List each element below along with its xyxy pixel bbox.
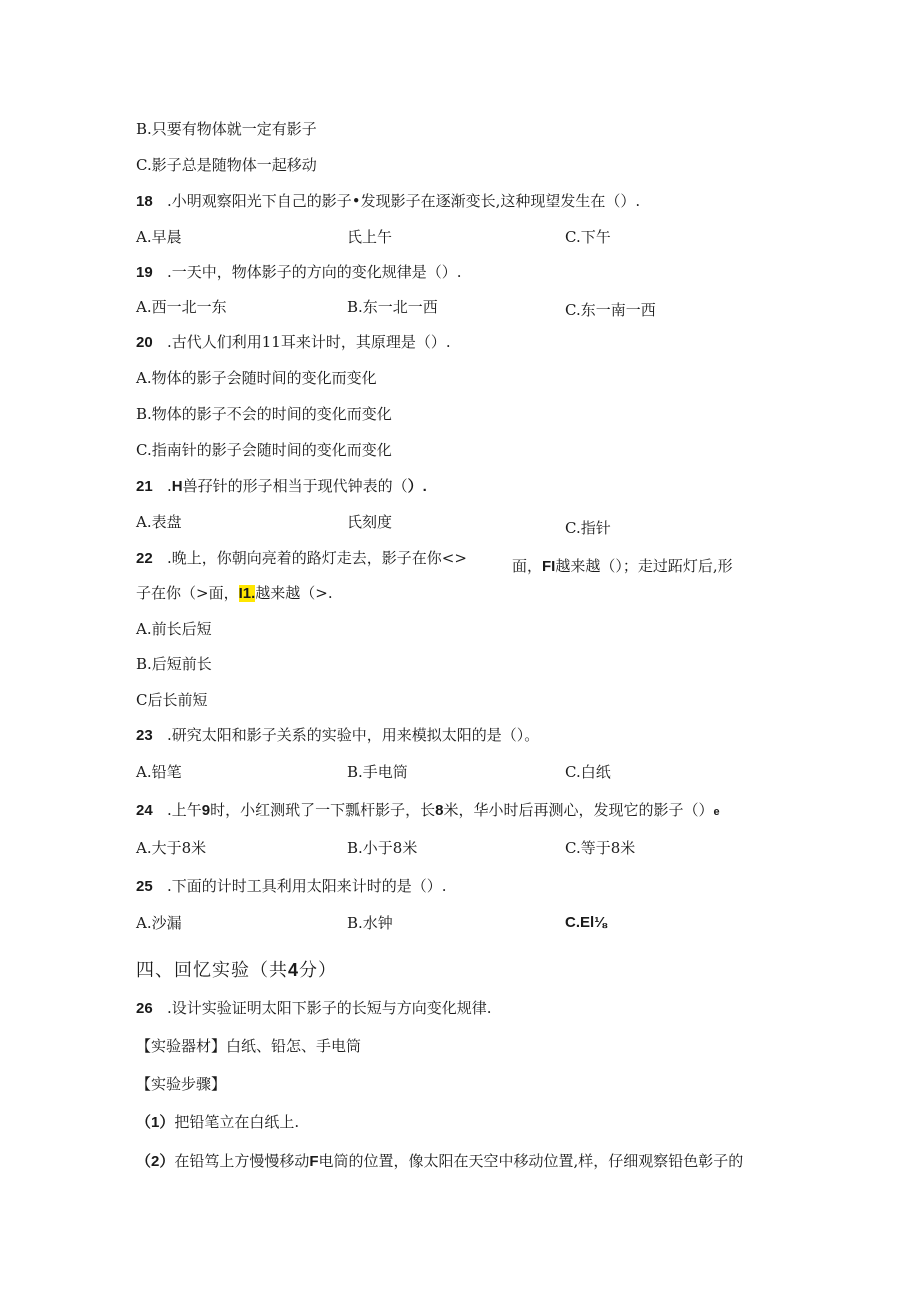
option-c: C.东一南一西 — [565, 301, 656, 319]
option-b: B.小于8米 — [347, 839, 418, 857]
option-a: A.铅笔 — [136, 763, 182, 781]
question-20-option-a: A.物体的影子会随时间的变化而变化 — [136, 369, 377, 387]
experiment-step-2: （2）在铅笃上方慢慢移动F电筒的位置，像太阳在天空中移动位置,样，仔细观察铅色彰子的 — [136, 1152, 744, 1170]
q17-option-b: B.只要有物体就一定有影子 — [136, 120, 317, 138]
question-19-options — [136, 297, 656, 319]
question-22-option-a: A.前长后短 — [136, 620, 212, 638]
question-21: 21 .H兽孖针的形子相当于现代钟表的（）. — [136, 477, 427, 495]
question-22-option-c: C后长前短 — [136, 691, 208, 709]
question-18-options — [136, 227, 611, 247]
question-18: 18 .小明观察阳光下自己的影子•发现影子在逐渐变长,这种现望发生在（）. — [136, 192, 641, 210]
question-25-options — [136, 913, 607, 933]
question-26: 26 .设计实验证明太阳下影子的长短与方向变化规律. — [136, 999, 492, 1017]
question-19: 19 .一天中，物体影子的方向的变化规律是（）. — [136, 263, 462, 281]
option-b: B.东一北一西 — [347, 298, 438, 316]
option-a: A.大于8米 — [136, 839, 207, 857]
question-22-line-2: 子在你（>面，I1.越来越（>. — [136, 584, 333, 602]
question-21-options — [136, 512, 611, 537]
option-b: 氏上午 — [347, 228, 393, 246]
question-22-line-1-cont: 面，FI越来越（）；走过跖灯后,形 — [512, 557, 733, 575]
question-25: 25 .下面的计时工具利用太阳来计时的是（）. — [136, 877, 447, 895]
option-a: A.沙漏 — [136, 914, 182, 932]
question-20-option-b: B.物体的影子不会的时间的变化而变化 — [136, 405, 392, 423]
experiment-steps-label: 【实验步骤】 — [136, 1075, 227, 1093]
option-c: C.El⅛ — [565, 914, 607, 931]
question-23-options — [136, 762, 611, 782]
option-b: B.水钟 — [347, 914, 393, 932]
question-number: 18 — [136, 193, 153, 210]
option-a: A.表盘 — [136, 513, 182, 531]
question-24-options — [136, 838, 636, 858]
option-b: 氏刻度 — [347, 513, 393, 531]
question-20: 20 .古代人们利用11耳来计时，其原理是（）. — [136, 333, 451, 351]
question-23: 23 .研究太阳和影子关系的实验中，用来模拟太阳的是（）。 — [136, 726, 540, 744]
option-a: A.西一北一东 — [136, 298, 227, 316]
section-heading: 四、回忆实验（共4分） — [136, 960, 338, 981]
experiment-step-1: （1）把铅笔立在白纸上. — [136, 1113, 300, 1131]
option-c: C.白纸 — [565, 763, 611, 781]
option-c: C.指针 — [565, 519, 611, 537]
option-c: C.下午 — [565, 228, 611, 246]
option-b: B.手电筒 — [347, 763, 408, 781]
question-22-option-b: B.后短前长 — [136, 655, 212, 673]
option-c: C.等于8米 — [565, 839, 636, 857]
experiment-materials: 【实验器材】白纸、铅怎、手电筒 — [136, 1037, 362, 1055]
highlight: I1. — [238, 585, 256, 602]
question-20-option-c: C.指南针的影子会随时间的变化而变化 — [136, 441, 392, 459]
question-24: 24 .上午9时，小红测玳了一下瓢杆影子，长8米，华小时后再测心，发现它的影子（）e — [136, 801, 720, 819]
q17-option-c: C.影子总是随物体一起移动 — [136, 156, 317, 174]
question-22-line-1: 22 .晚上，你朝向亮着的路灯走去，影子在你<> — [136, 549, 467, 567]
option-a: A.早晨 — [136, 228, 182, 246]
